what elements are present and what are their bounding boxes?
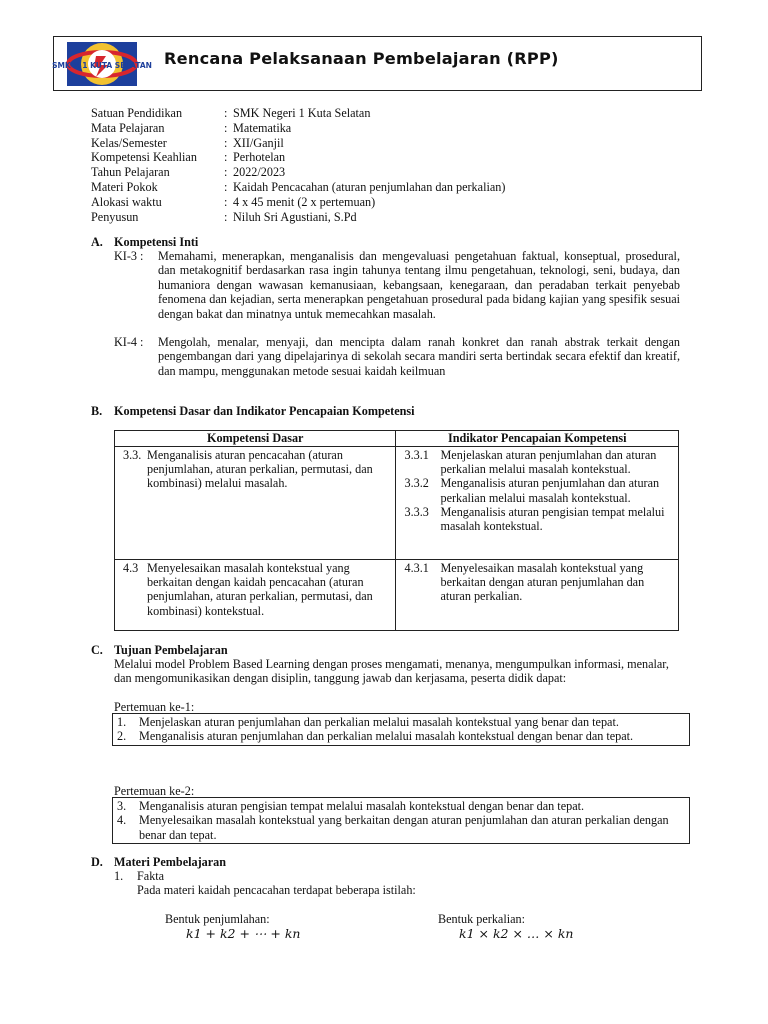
list-number: 4. <box>117 813 127 828</box>
section-a-heading <box>91 235 198 249</box>
table-cell-kd <box>115 447 396 560</box>
section-letter: C. <box>91 643 103 657</box>
section-b-heading <box>91 404 415 418</box>
school-logo-icon <box>52 41 152 87</box>
table-cell-indicator <box>396 560 679 631</box>
section-c-heading <box>91 643 228 657</box>
identity-row <box>91 180 651 195</box>
indicator-text: Menyelesaikan masalah kontekstual yang berkaitan dengan aturan penjumlahan dan aturan perkalian. <box>440 561 645 604</box>
identity-label: Alokasi waktu <box>91 194 162 209</box>
section-letter: D. <box>91 855 103 869</box>
meeting-2-label: Pertemuan ke-2: <box>114 784 195 798</box>
list-number: 3. <box>117 799 127 813</box>
identity-value: 2022/2023 <box>233 165 286 180</box>
identity-colon: : <box>224 209 228 224</box>
ki-3 <box>114 249 680 321</box>
indicator-item <box>404 476 674 504</box>
list-item <box>117 715 685 729</box>
identity-value: Matematika <box>233 120 292 135</box>
identity-row <box>91 136 651 151</box>
identity-value: 4 x 45 menit (2 x pertemuan) <box>233 194 376 209</box>
identity-colon: : <box>224 194 228 209</box>
ki-code: KI-4 : <box>114 335 144 349</box>
product-formula: k1 × k2 × … × kn <box>459 926 574 941</box>
list-item <box>117 729 685 743</box>
identity-colon: : <box>224 165 228 180</box>
indicator-text: Menganalisis aturan pengisian tempat melalui masalah kontekstual. <box>440 504 665 534</box>
identity-label: Penyusun <box>91 209 139 224</box>
section-letter: A. <box>91 235 103 249</box>
list-title: Fakta <box>137 869 165 883</box>
kd-text: Menyelesaikan masalah kontekstual yang berkaitan dengan kaidah pencacahan (aturan penjumlahan, aturan perkalian, permutasi, dan kombinasi) kontekstual. <box>147 561 373 618</box>
list-number: 1. <box>114 869 124 883</box>
kd-number: 4.3 <box>123 561 139 575</box>
identity-value: SMK Negeri 1 Kuta Selatan <box>233 106 371 120</box>
identity-colon: : <box>224 120 228 135</box>
identity-row <box>91 210 651 225</box>
table-cell-indicator <box>396 447 679 560</box>
ki-text: Memahami, menerapkan, menganalisis dan mengevaluasi pengetahuan faktual, konseptual, prosedural, dan metakognitif berdasarkan rasa ingin tahunya tentang ilmu pengetahuan, teknologi, seni, budaya, dan humaniora dengan wawasan kemanusiaan, kebangsaan, kenegaraan, dan peradaban terkait penyebab fenomena dan kejadian, serta menerapkan pengetahuan prosedural pada bidang kajian yang spesifik sesuai dengan bakat dan minatnya untuk memecahkan masalah. <box>158 249 680 321</box>
list-item <box>117 813 685 842</box>
table-cell-kd <box>115 560 396 631</box>
objectives-intro: Melalui model Problem Based Learning dengan proses mengamati, menanya, mengumpulkan informasi, menalar, dan mengomunikasikan dengan disiplin, tanggung jawab dan kerjasama, peserta didik dapat: <box>114 657 669 686</box>
list-item <box>117 799 685 813</box>
kd-number: 3.3. <box>123 448 142 462</box>
indicator-number: 4.3.1 <box>404 561 429 575</box>
identity-colon: : <box>224 179 228 194</box>
meeting-1-objectives <box>112 713 690 746</box>
document-title: Rencana Pelaksanaan Pembelajaran (RPP) <box>164 49 559 68</box>
product-label: Bentuk perkalian: <box>438 912 525 926</box>
list-text: Menganalisis aturan penjumlahan dan perkalian melalui masalah kontekstual dengan benar dan tepat. <box>139 729 634 744</box>
list-text: Menganalisis aturan pengisian tempat melalui masalah kontekstual dengan benar dan tepat. <box>139 799 585 813</box>
identity-label: Tahun Pelajaran <box>91 165 170 180</box>
meeting-1-label: Pertemuan ke-1: <box>114 700 195 714</box>
identity-row <box>91 165 651 180</box>
table-header-cell: Kompetensi Dasar <box>115 431 396 447</box>
table-row <box>115 447 679 560</box>
identity-block <box>91 106 651 224</box>
table-header-row <box>115 431 679 447</box>
identity-row <box>91 106 651 121</box>
identity-label: Kompetensi Keahlian <box>91 150 197 165</box>
identity-label: Satuan Pendidikan <box>91 106 183 120</box>
materi-item-1-text: Pada materi kaidah pencacahan terdapat beberapa istilah: <box>137 883 416 897</box>
indicator-number: 3.3.1 <box>404 448 429 462</box>
table-header-cell: Indikator Pencapaian Kompetensi <box>396 431 679 447</box>
identity-value: XII/Ganjil <box>233 135 284 150</box>
identity-value: Kaidah Pencacahan (aturan penjumlahan dan perkalian) <box>233 179 506 194</box>
identity-label: Mata Pelajaran <box>91 120 165 135</box>
identity-value: Niluh Sri Agustiani, S.Pd <box>233 209 357 224</box>
header-box <box>53 36 702 91</box>
identity-label: Materi Pokok <box>91 179 158 194</box>
ki-code: KI-3 : <box>114 249 144 263</box>
sum-label: Bentuk penjumlahan: <box>165 912 270 926</box>
indicator-number: 3.3.3 <box>404 504 429 519</box>
meeting-2-objectives <box>112 797 690 844</box>
ki-4 <box>114 335 680 378</box>
indicator-text: Menganalisis aturan penjumlahan dan aturan perkalian melalui masalah kontekstual. <box>440 476 660 505</box>
section-title: Materi Pembelajaran <box>114 855 227 869</box>
list-number: 1. <box>117 715 127 729</box>
section-title: Kompetensi Dasar dan Indikator Pencapaian Kompetensi <box>114 404 415 418</box>
indicator-item <box>404 561 674 604</box>
identity-row <box>91 150 651 165</box>
section-d-heading <box>91 855 226 869</box>
indicator-item <box>404 505 674 533</box>
materi-item-1 <box>114 869 164 883</box>
indicator-number: 3.3.2 <box>404 476 429 491</box>
list-text: Menyelesaikan masalah kontekstual yang berkaitan dengan aturan penjumlahan dan aturan perkalian dengan benar dan tepat. <box>139 813 669 842</box>
identity-colon: : <box>224 106 228 120</box>
identity-row <box>91 195 651 210</box>
list-text: Menjelaskan aturan penjumlahan dan perkalian melalui masalah kontekstual yang benar dan tepat. <box>139 715 619 729</box>
identity-row <box>91 121 651 136</box>
logo-text: SMK N 1 KUTA SELATAN <box>52 61 152 70</box>
indicator-text: Menjelaskan aturan penjumlahan dan aturan perkalian melalui masalah kontekstual. <box>440 448 657 477</box>
section-letter: B. <box>91 404 103 418</box>
section-title: Tujuan Pembelajaran <box>114 643 228 657</box>
list-number: 2. <box>117 729 127 744</box>
indicator-item <box>404 448 674 476</box>
kd-text: Menganalisis aturan pencacahan (aturan penjumlahan, aturan perkalian, permutasi, dan kombinasi) melalui masalah. <box>147 448 373 491</box>
identity-value: Perhotelan <box>233 150 286 165</box>
ki-text: Mengolah, menalar, menyaji, dan mencipta dalam ranah konkret dan ranah abstrak terkait dengan pengembangan dari yang dipelajarinya di sekolah secara mandiri serta bertindak secara efektif dan kreatif, dan mampu, menggunakan metode sesuai kaidah keilmuan <box>158 335 680 378</box>
section-title: Kompetensi Inti <box>114 235 199 249</box>
identity-label: Kelas/Semester <box>91 135 167 150</box>
identity-colon: : <box>224 150 228 165</box>
competency-table <box>114 430 679 631</box>
identity-colon: : <box>224 135 228 150</box>
table-row <box>115 560 679 631</box>
sum-formula: k1 + k2 + ⋯ + kn <box>186 926 301 941</box>
